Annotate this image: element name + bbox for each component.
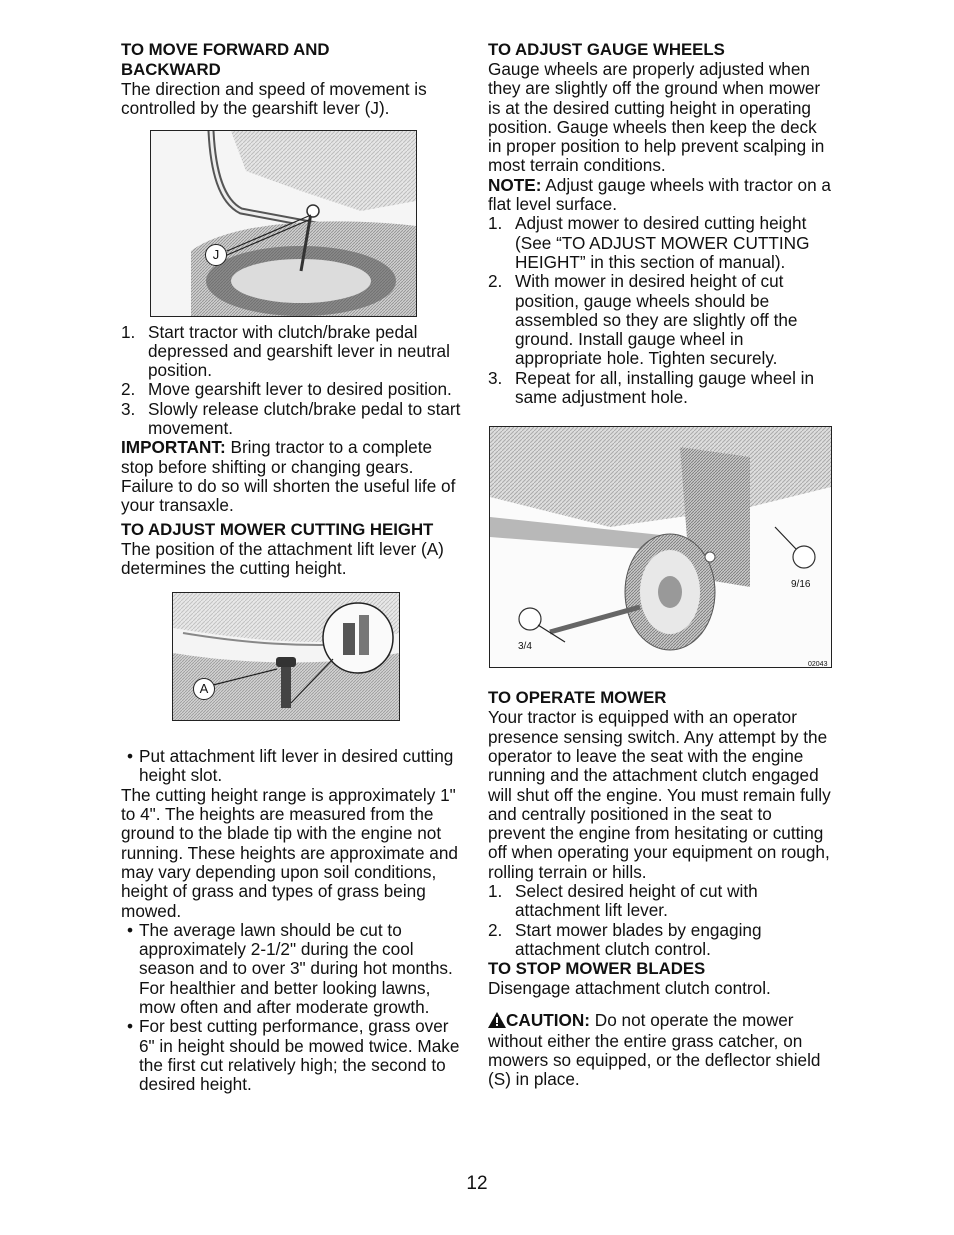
note-lead: NOTE: bbox=[488, 174, 542, 195]
gauge-wheel-illustration bbox=[490, 427, 831, 667]
list-item: 1. Adjust mower to desired cutting height (See “TO ADJUST MOWER CUTTING HEIGHT” in this section of manual). bbox=[488, 213, 810, 272]
left-column bbox=[121, 40, 466, 1095]
list-item: 1. Select desired height of cut with attachment lift lever. bbox=[488, 881, 758, 921]
important-lead: IMPORTANT: bbox=[121, 437, 226, 458]
list-item: 2. With mower in desired height of cut position, gauge wheels should be assembled so they are slightly off the ground. Install gauge wheel in appropriate hole. Tighten securely. bbox=[488, 271, 798, 369]
list-item: 2. Start mower blades by engaging attachment clutch control. bbox=[488, 919, 762, 959]
forward-heading-1: TO MOVE FORWARD AND bbox=[121, 40, 330, 59]
list-item: • The average lawn should be cut to approximately 2-1/2" during the cool season and to over 3" during hot months. For healthier and better looking lawns, mow often and after moderate growth. bbox=[126, 919, 453, 1018]
cut-bullet-list-2 bbox=[121, 921, 466, 1095]
callout-j bbox=[205, 244, 227, 266]
lift-lever-figure bbox=[172, 592, 400, 721]
list-item: 2. Move gearshift lever to desired position. bbox=[121, 379, 452, 400]
operate-steps-list bbox=[488, 882, 833, 959]
note-paragraph bbox=[488, 176, 833, 215]
callout-a-label: A bbox=[199, 681, 209, 697]
operate-heading: TO OPERATE MOWER bbox=[488, 688, 667, 708]
list-item: • For best cutting performance, grass over 6" in height should be mowed twice. Make the first cut relatively high; the second to desired height. bbox=[126, 1016, 460, 1095]
caution-text: Do not operate the mower without either the entire grass catcher, on mowers so equipped, or the deflector shield (S) in place. bbox=[488, 1009, 821, 1090]
list-item: • Put attachment lift lever in desired cutting height slot. bbox=[126, 746, 454, 786]
cut-intro: The position of the attachment lift lever (A) determines the cutting height. bbox=[121, 538, 444, 578]
gauge-heading: TO ADJUST GAUGE WHEELS bbox=[488, 40, 725, 59]
forward-intro: The direction and speed of movement is controlled by the gearshift lever (J). bbox=[121, 79, 427, 119]
forward-steps-list bbox=[121, 323, 466, 439]
wrench-size-3-4: 3/4 bbox=[518, 641, 532, 653]
operate-text: Your tractor is equipped with an operator presence sensing switch. Any attempt by the operator to leave the seat with the engine running and the attachment clutch engaged will shut off the engine. You must remain fully and centrally positioned in the seat to prevent the engine from hesitating or cutting off when operating your equipment on rough, rolling terrain or hills. bbox=[488, 707, 831, 882]
important-paragraph bbox=[121, 438, 466, 515]
gauge-wheel-figure bbox=[489, 426, 832, 668]
caution-lead: CAUTION: bbox=[506, 1009, 591, 1030]
gauge-steps-list bbox=[488, 214, 833, 407]
figure-code: 02043 bbox=[808, 661, 828, 669]
page-number: 12 bbox=[466, 1173, 488, 1194]
callout-a bbox=[193, 678, 215, 700]
cut-range: The cutting height range is approximately 1" to 4". The heights are measured from the ground to the blade tip with the engine not running. These heights are approximate and may vary depending upon soil conditions, height of grass and types of grass being mowed. bbox=[121, 784, 458, 921]
forward-heading-2: BACKWARD bbox=[121, 60, 221, 79]
gearshift-figure bbox=[150, 130, 417, 317]
important-text: Bring tractor to a complete stop before shifting or changing gears. Failure to do so will shorten the useful life of your transaxle. bbox=[121, 437, 456, 516]
right-column bbox=[488, 40, 833, 1090]
gauge-intro: Gauge wheels are properly adjusted when they are slightly off the ground when mower is at the desired cutting height in operating position. Gauge wheels then keep the deck in proper position to help prevent scalping in most terrain conditions. bbox=[488, 59, 825, 176]
cut-bullet-list-1 bbox=[121, 747, 466, 786]
caution-paragraph bbox=[488, 1011, 833, 1090]
list-item: 1. Start tractor with clutch/brake pedal depressed and gearshift lever in neutral position. bbox=[121, 321, 450, 381]
callout-j-label: J bbox=[212, 246, 220, 262]
lift-lever-illustration bbox=[173, 593, 399, 720]
wrench-size-9-16: 9/16 bbox=[791, 579, 811, 591]
list-item: 3. Slowly release clutch/brake pedal to start movement. bbox=[121, 398, 461, 439]
list-item: 3. Repeat for all, installing gauge wheel in same adjustment hole. bbox=[488, 367, 815, 408]
cut-heading: TO ADJUST MOWER CUTTING HEIGHT bbox=[121, 519, 434, 539]
stop-heading: TO STOP MOWER BLADES bbox=[488, 959, 706, 979]
warning-triangle-icon bbox=[488, 1012, 506, 1032]
gearshift-illustration bbox=[151, 131, 416, 316]
note-text: Adjust gauge wheels with tractor on a flat level surface. bbox=[488, 174, 831, 215]
stop-text: Disengage attachment clutch control. bbox=[488, 978, 771, 999]
